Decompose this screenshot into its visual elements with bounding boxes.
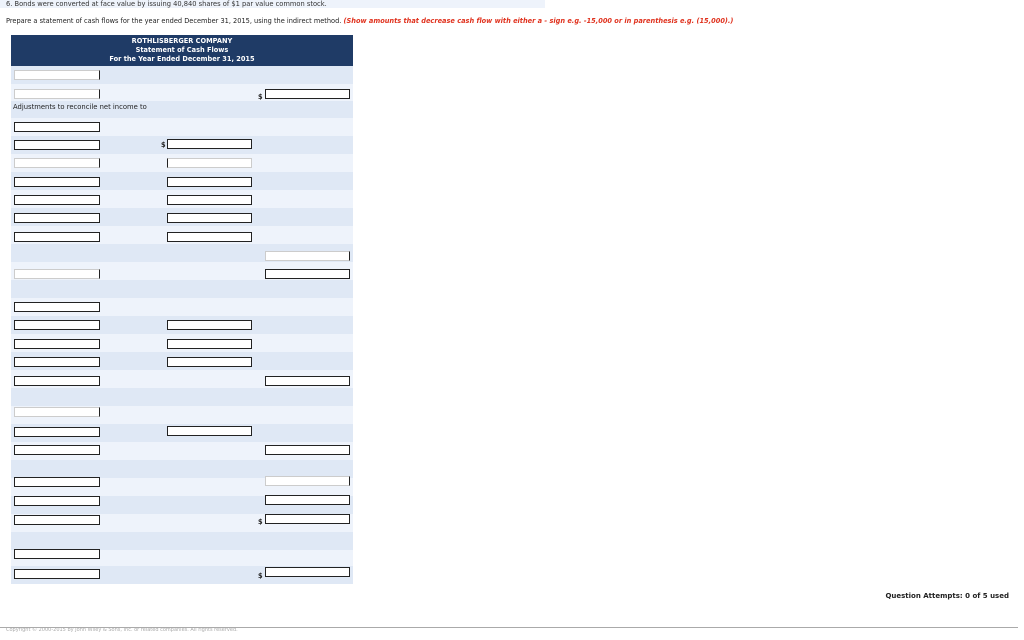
- amount-input[interactable]: [167, 426, 252, 436]
- amount-input[interactable]: [167, 177, 252, 187]
- description-input[interactable]: [14, 89, 100, 99]
- dollar-sign: $: [258, 572, 263, 580]
- total-input[interactable]: [265, 269, 350, 279]
- description-input[interactable]: [14, 70, 100, 80]
- description-input[interactable]: [14, 569, 100, 579]
- amount-input[interactable]: [167, 139, 252, 149]
- amount-input[interactable]: [167, 232, 252, 242]
- dollar-sign: $: [161, 141, 166, 149]
- description-input[interactable]: [14, 477, 100, 487]
- total-input[interactable]: [265, 89, 350, 99]
- total-input[interactable]: [265, 251, 350, 261]
- instruction-hint: (Show amounts that decrease cash flow with either a - sign e.g. -15,000 or in parenthesis e.g. (15,000).): [343, 17, 734, 25]
- statement-period: For the Year Ended December 31, 2015: [109, 55, 255, 63]
- amount-input[interactable]: [167, 339, 252, 349]
- total-input[interactable]: [265, 514, 350, 524]
- problem-item-6: 6. Bonds were converted at face value by issuing 40,840 shares of $1 par value common stock.: [6, 0, 327, 8]
- amount-input[interactable]: [167, 158, 252, 168]
- amount-input[interactable]: [167, 357, 252, 367]
- statement-title: Statement of Cash Flows: [135, 46, 229, 54]
- description-input[interactable]: [14, 427, 100, 437]
- description-input[interactable]: [14, 407, 100, 417]
- dollar-sign: $: [258, 93, 263, 101]
- total-input[interactable]: [265, 376, 350, 386]
- description-input[interactable]: [14, 549, 100, 559]
- description-input[interactable]: [14, 376, 100, 386]
- description-input[interactable]: [14, 515, 100, 525]
- description-input[interactable]: [14, 339, 100, 349]
- description-input[interactable]: [14, 140, 100, 150]
- row-27: [11, 532, 353, 550]
- description-input[interactable]: [14, 158, 100, 168]
- description-input[interactable]: [14, 177, 100, 187]
- description-input[interactable]: [14, 445, 100, 455]
- description-input[interactable]: [14, 269, 100, 279]
- row-19: [11, 388, 353, 406]
- description-input[interactable]: [14, 320, 100, 330]
- description-input[interactable]: [14, 302, 100, 312]
- amount-input[interactable]: [167, 320, 252, 330]
- amount-input[interactable]: [167, 195, 252, 205]
- adjustments-label: Adjustments to reconcile net income to: [13, 103, 147, 111]
- company-name: ROTHLISBERGER COMPANY: [131, 37, 233, 45]
- dollar-sign: $: [258, 518, 263, 526]
- description-input[interactable]: [14, 232, 100, 242]
- total-input[interactable]: [265, 567, 350, 577]
- description-input[interactable]: [14, 122, 100, 132]
- statement-header: [11, 35, 353, 66]
- total-input[interactable]: [265, 476, 350, 486]
- description-input[interactable]: [14, 213, 100, 223]
- description-input[interactable]: [14, 357, 100, 367]
- instruction-text: [6, 17, 733, 25]
- instruction-main: Prepare a statement of cash flows for the year ended December 31, 2015, using the indirect method.: [6, 17, 342, 25]
- row-13: [11, 280, 353, 298]
- question-attempts: Question Attempts: 0 of 5 used: [885, 592, 1009, 600]
- description-input[interactable]: [14, 496, 100, 506]
- amount-input[interactable]: [167, 213, 252, 223]
- description-input[interactable]: [14, 195, 100, 205]
- total-input[interactable]: [265, 445, 350, 455]
- copyright-text: Copyright © 2000-2015 by John Wiley & Sons, Inc. or related companies. All rights reserved.: [6, 627, 238, 633]
- total-input[interactable]: [265, 495, 350, 505]
